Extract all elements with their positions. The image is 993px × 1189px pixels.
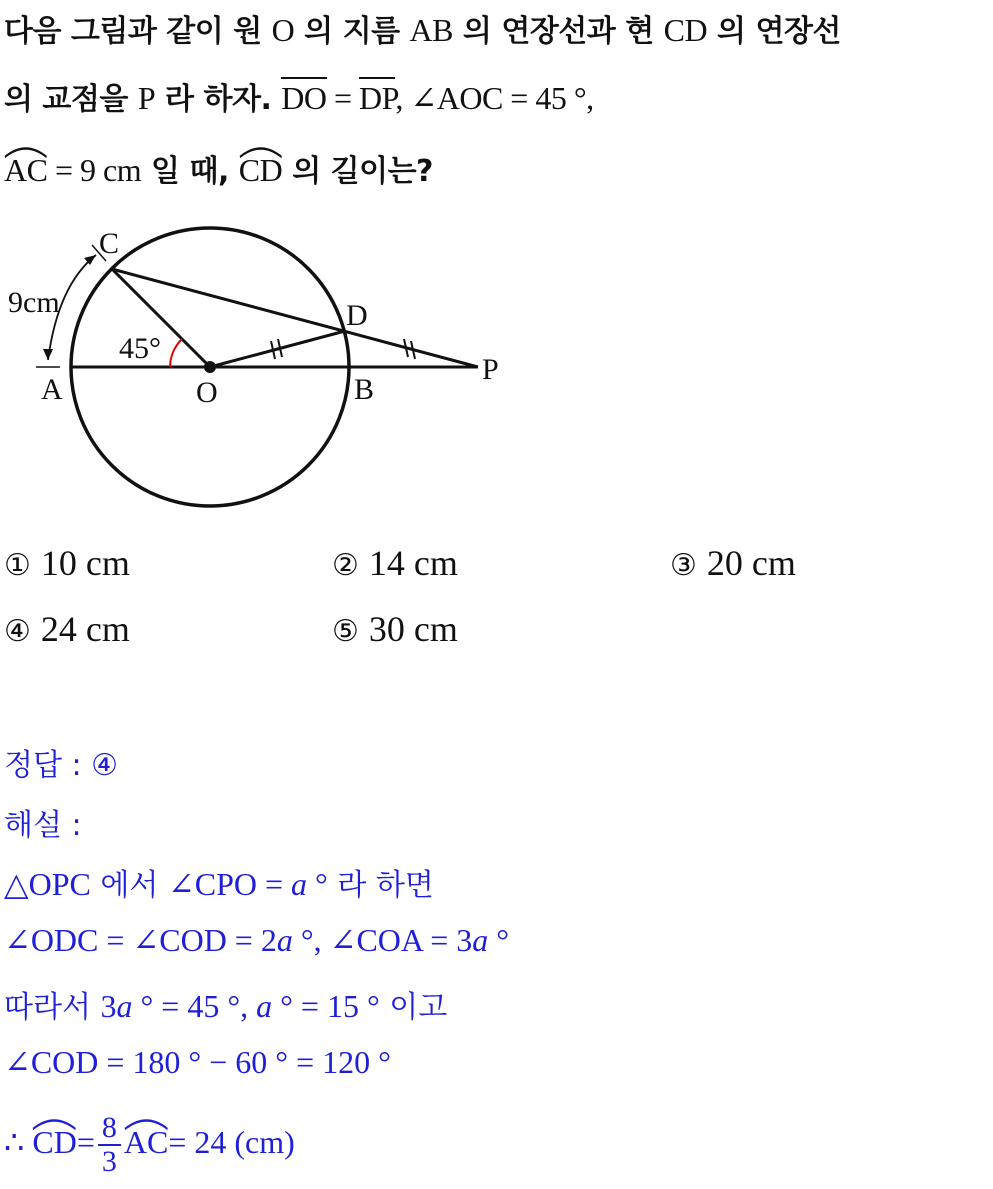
- arrow-head-bottom: [43, 349, 53, 360]
- label-P: P: [482, 353, 499, 386]
- label-C: C: [99, 227, 120, 260]
- arc-AC-label: AC: [123, 1124, 169, 1160]
- geometry-diagram: [0, 215, 520, 515]
- math-comma: ,: [395, 80, 411, 116]
- therefore-symbol: ∴: [4, 1124, 33, 1160]
- fraction: [98, 1112, 121, 1177]
- math-var: a: [116, 988, 133, 1024]
- math-expr: ∠COD = 180 ° − 60 ° = 120 °: [4, 1044, 391, 1080]
- segment-DP: DP: [359, 77, 395, 116]
- segment-DO: DO: [281, 77, 326, 116]
- question-text: 의 연장선: [707, 14, 841, 49]
- choice-number: ⑤: [332, 614, 359, 649]
- choice-value: 30 cm: [368, 609, 458, 649]
- label-A: A: [41, 373, 63, 406]
- choice-number: ②: [332, 548, 359, 583]
- answer-line: [4, 740, 118, 784]
- solution-text: 라 하면: [327, 868, 434, 903]
- math-P: P: [137, 80, 156, 116]
- math-O: O: [271, 12, 295, 48]
- choice-value: 10 cm: [40, 543, 130, 583]
- angle-arc: [170, 339, 182, 367]
- choice-number: ①: [4, 548, 31, 583]
- question-text: 다음 그림과 같이 원: [4, 14, 272, 49]
- explanation-label: [4, 800, 82, 844]
- choice-number: ④: [4, 614, 31, 649]
- math-var: a: [472, 922, 489, 958]
- math-length: = 9 cm: [47, 152, 142, 188]
- label-O: O: [196, 376, 218, 409]
- arc-CD-label: CD: [32, 1124, 77, 1160]
- question-line-2: [4, 74, 594, 118]
- label-B: B: [354, 373, 375, 406]
- solution-step-2: [4, 921, 509, 959]
- math-result: = 24 (cm): [168, 1124, 295, 1160]
- explanation-heading: 해설 :: [4, 808, 82, 843]
- math-eq: =: [76, 1124, 95, 1160]
- math-var: a: [291, 866, 308, 902]
- math-expr: ∠ODC = ∠COD = 2: [4, 922, 277, 958]
- question-line-3: [4, 146, 433, 190]
- question-text: 의 지름: [294, 14, 410, 49]
- question-text: 일 때,: [141, 154, 239, 189]
- question-text: 의 길이는?: [282, 154, 433, 189]
- choice-5[interactable]: [332, 608, 458, 650]
- fraction-numerator: 8: [98, 1112, 121, 1146]
- solution-step-4: [4, 1043, 391, 1081]
- math-CD: CD: [663, 12, 708, 48]
- choice-1[interactable]: [4, 542, 130, 584]
- question-text: 의 연장선과 현: [452, 14, 664, 49]
- solution-text: 에서: [90, 868, 168, 903]
- arc-CD-label: CD: [238, 152, 283, 188]
- angle-AOC: ∠AOC = 45 °,: [410, 80, 594, 116]
- question-text: 의 교점을: [4, 82, 138, 117]
- choice-4[interactable]: [4, 608, 130, 650]
- arc-AC-label: AC: [4, 152, 48, 188]
- label-length: 9cm: [8, 286, 60, 319]
- answer-label: 정답 :: [4, 748, 92, 783]
- triangle-OPC: △OPC: [4, 866, 91, 902]
- arc-AC: [4, 152, 47, 189]
- center-point: [204, 361, 216, 373]
- answer-value: ④: [91, 748, 119, 783]
- fraction-denominator: 3: [101, 1144, 117, 1178]
- math-var: a: [276, 922, 293, 958]
- question-text: 라 하자.: [155, 82, 282, 117]
- choice-value: 20 cm: [706, 543, 796, 583]
- label-D: D: [346, 299, 368, 332]
- math-expr: 3: [100, 988, 117, 1024]
- solution-step-1: [4, 860, 434, 904]
- math-AB: AB: [409, 12, 453, 48]
- solution-step-3: [4, 982, 447, 1026]
- math-expr: ° = 15 °: [272, 988, 380, 1024]
- segment-OD: [210, 331, 345, 367]
- label-angle: 45°: [119, 332, 161, 365]
- math-deg: °: [307, 866, 328, 902]
- solution-text: 이고: [379, 990, 448, 1025]
- choice-3[interactable]: [670, 542, 796, 584]
- solution-text: 따라서: [4, 990, 101, 1025]
- arc-AC: [124, 1124, 168, 1161]
- math-expr: °, ∠COA = 3: [292, 922, 473, 958]
- solution-step-5: [4, 1112, 295, 1177]
- choice-2[interactable]: [332, 542, 458, 584]
- arc-CD: [239, 152, 282, 189]
- choice-value: 14 cm: [368, 543, 458, 583]
- math-expr: ∠CPO =: [167, 866, 292, 902]
- choice-value: 24 cm: [40, 609, 130, 649]
- choice-number: ③: [670, 548, 697, 583]
- math-var: a: [256, 988, 273, 1024]
- math-eq: =: [326, 80, 360, 116]
- question-line-1: [4, 6, 841, 50]
- math-expr: °: [488, 922, 510, 958]
- math-expr: ° = 45 °,: [132, 988, 257, 1024]
- line-CP: [112, 269, 478, 367]
- arc-CD: [32, 1124, 76, 1161]
